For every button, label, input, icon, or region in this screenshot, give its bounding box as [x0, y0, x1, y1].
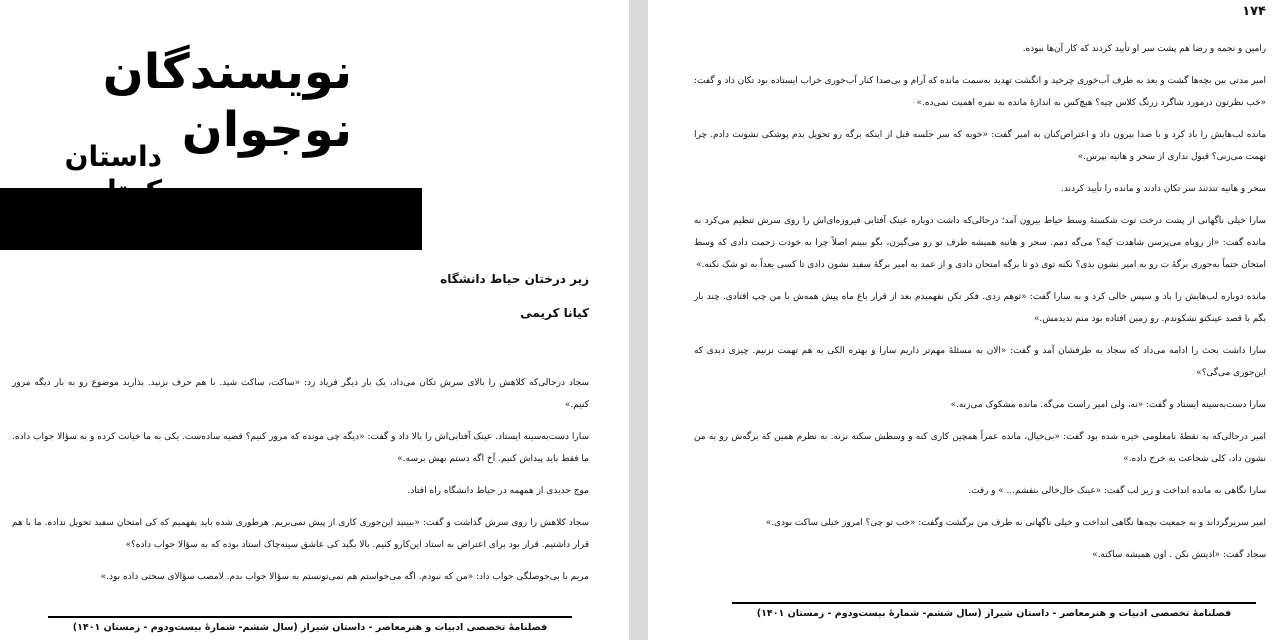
magazine-title: نویسندگان نوجوان	[102, 44, 352, 158]
left-page	[0, 0, 629, 640]
paragraph: سجاد درحالی‌که کلاهش را بالای سرش تکان می‌داد، یک بار دیگر فریاد زد: «ساکت، ساکت شید. با هم حرف نزنید. بذارید موضوع رو به بار دیگه مرور کنیم.»	[12, 378, 589, 410]
paragraph: سارا دست‌به‌سینه ایستاد و گفت: «نه، ولی امیر راست می‌گه. مانده مشکوک می‌زنه.»	[950, 400, 1266, 410]
page-number: ۱۷۴	[1242, 4, 1266, 19]
footer-rule	[48, 616, 572, 618]
right-page	[648, 0, 1280, 640]
page-footer: فصلنامهٔ تخصصی ادبیات و هنرمعاصر - داستان شیراز (سال ششم- شمارهٔ بیست‌ودوم - زمستان ۱۴۰۱)	[72, 622, 548, 633]
paragraph: مریم با بی‌حوصلگی جواب داد: «من که نبودم. اگه می‌خواستم هم نمی‌تونستم به سؤالا جواب بدم. لامصب سؤالای سختی داده بود.»	[100, 572, 589, 582]
paragraph: امیر سربرگرداند و به جمعیت بچه‌ها نگاهی انداخت و خیلی ناگهانی به طرف من برگشت وگفت: «خب تو چی؟ امروز خیلی ساکت بودی.»	[765, 518, 1266, 528]
section-title: داستان	[64, 140, 162, 173]
paragraph: سارا خیلی ناگهانی از پشت درخت توت شکستهٔ وسط حیاط بیرون آمد؛ درحالی‌که داشت دوباره عینک آفتابی فیروزه‌ای‌اش را روی سرش تنظیم می‌کرد به مانده گفت: «از روباه می‌پرسن شاهدت کیه؟ می‌گه دمم. سحر و هانیه همیشه طرف تو رو می‌گیرن، بگو ببینم اصلاً چرا به خودت زحمت دادی که وسط امتحان حتماً به‌جوری برگهٔ ت رو به امیر نشون بدی؟ نکنه توی دو تا برگه امتحان دادی و از عمد به امیر برگهٔ سفید نشون دادی تا کسی بعداً به تو شک نکنه.»	[694, 216, 1266, 270]
page-gutter	[629, 0, 648, 640]
story-title: زیر درختان حیاط دانشگاه	[440, 272, 589, 286]
paragraph: موج جدیدی از همهمه در حیاط دانشگاه راه افتاد.	[407, 486, 589, 496]
paragraph: امیر مدتی بین بچه‌ها گشت و بعد به طرف آب‌خوری چرخید و انگشت تهدید به‌سمت مانده که آرام و بی‌صدا کنار آب‌خوری خراب ایستاده بود تکان داد و گفت: «خب نظرتون درمورد شاگرد زرنگ کلاس چیه؟ هیچ‌کس به اندازهٔ مانده به نمره اهمیت نمی‌ده.»	[694, 76, 1266, 108]
paragraph: سارا دست‌به‌سینه ایستاد. عینک آفتابی‌اش را بالا داد و گفت: «دیگه چی مونده که مرور کنیم؟ قضیه ساده‌ست. یکی به ما خیانت کرده و به سؤالا جواب داده. ما فقط باید پیداش کنیم. آخ اگه دستم بهش برسه.»	[12, 432, 589, 464]
paragraph: مانده لب‌هایش را باد کرد و با صدا بیرون داد و اعتراض‌کنان به امیر گفت: «خوبه که سر جلسه قبل از اینکه برگه رو تحویل بدم پوشکی نشونت دادم. چرا تهمت می‌زنی؟ قبول نداری از سحر و هانیه بپرس.»	[694, 130, 1266, 162]
right-body-text	[694, 38, 1266, 576]
story-author: کیانا کریمی	[520, 306, 589, 320]
paragraph: سجاد کلاهش را روی سرش گذاشت و گفت: «ببینید این‌جوری کاری از پیش نمی‌بریم. هرطوری شده باید بفهمیم که کی امتحان سفید تحویل نداده. ما با هم قرار داشتیم. قرار بود برای اعتراض به استاد این‌کارو کنیم. بالا بگید کی عاشق سینه‌چاک استاد بوده که به سؤالا جواب داده؟»	[12, 518, 589, 550]
paragraph: سجاد گفت: «اذیتش نکن . اون همیشه ساکته.»	[1092, 550, 1266, 560]
page-footer: فصلنامهٔ تخصصی ادبیات و هنرمعاصر - داستان شیراز (سال ششم- شمارهٔ بیست‌ودوم - زمستان ۱۴۰۱)	[756, 608, 1232, 619]
redaction-bar	[0, 188, 422, 250]
paragraph: سحر و هانیه تندتند سر تکان دادند و مانده را تأیید کردند.	[1061, 184, 1266, 194]
paragraph: سارا داشت بحث را ادامه می‌داد که سجاد به طرفشان آمد و گفت: «الان به مسئلهٔ مهم‌تر داریم سارا و بهتره الکی به هم تهمت نزنیم. چیزی دیدی که این‌جوری می‌گی؟»	[694, 346, 1266, 378]
left-body-text	[12, 372, 589, 598]
paragraph: امیر درحالی‌که به نقطهٔ نامعلومی خیره شده بود گفت: «بی‌خیال، مانده عمراً همچین کاری کنه و وسطش سکته نزنه. به نظرم همین که برگه‌ش رو به من نشون داد، کلی شجاعت به خرج داده.»	[694, 432, 1266, 464]
paragraph: رامین و نجمه و رضا هم پشت سر او تأیید کردند که کار آن‌ها نبوده.	[1022, 44, 1266, 54]
paragraph: سارا نگاهی به مانده انداخت و زیر لب گفت: «عینک خال‌خالی بنفشم... » و رفت.	[968, 486, 1266, 496]
footer-rule	[732, 602, 1256, 604]
paragraph: مانده دوباره لب‌هایش را باد و سپس خالی کرد و به سارا گفت: «توهم زدی. فکر نکن نفهمیدم بعد از قرار باغ ماه پیش همه‌ش با من چپ افتادی. چند بار بگم با قصد عینکتو نشکوندم. رو زمین افتاده بود منم ندیدمش.»	[694, 292, 1266, 324]
